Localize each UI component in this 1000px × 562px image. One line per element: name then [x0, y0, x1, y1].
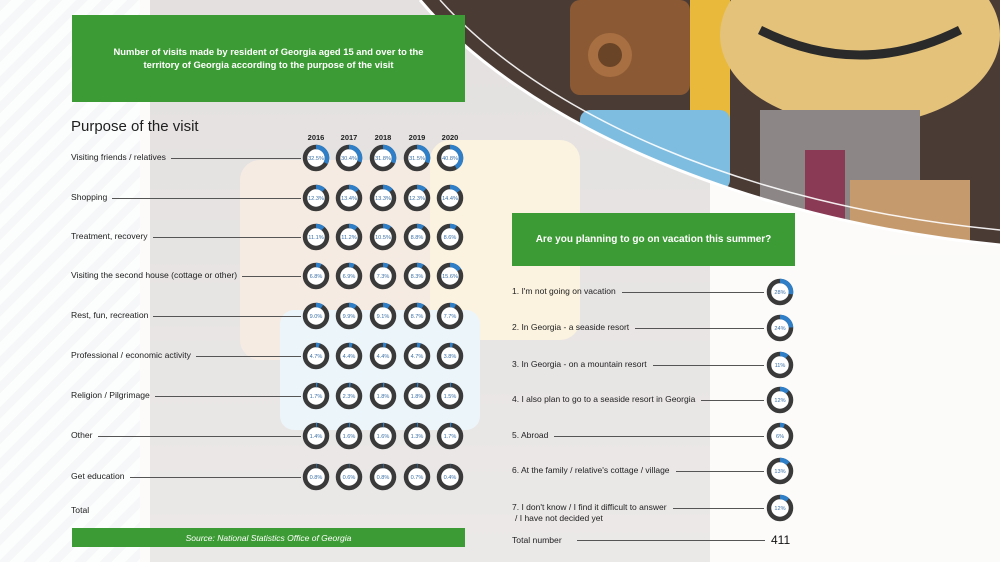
- purpose-donut: [338, 385, 360, 407]
- purpose-donut: [439, 226, 461, 248]
- answer-label-line: 5. Abroad: [512, 430, 549, 440]
- purpose-donut-label: 1.8%: [410, 394, 424, 400]
- purpose-donut-label: 10.5%: [375, 235, 391, 241]
- purpose-donut-label: 14.4%: [442, 196, 458, 202]
- answer-donut: [769, 460, 791, 482]
- purpose-donut-label: 31.5%: [409, 156, 425, 162]
- purpose-label: Other: [71, 430, 93, 440]
- purpose-donut: [406, 425, 428, 447]
- question-box: Are you planning to go on vacation this summer?: [512, 213, 795, 266]
- answer-donut-label: 11%: [774, 363, 786, 369]
- purpose-donut: [338, 226, 360, 248]
- purpose-donut-label: 11.1%: [308, 235, 324, 241]
- year-header: 2020: [441, 133, 459, 142]
- purpose-donut-label: 4.7%: [309, 354, 323, 360]
- purpose-donut: [372, 305, 394, 327]
- purpose-donut: [406, 265, 428, 287]
- answer-donut: [769, 425, 791, 447]
- purpose-label: Visiting the second house (cottage or other): [71, 270, 238, 280]
- purpose-label: Professional / economic activity: [71, 350, 191, 360]
- purpose-donut-label: 1.6%: [342, 434, 356, 440]
- purpose-donut-label: 30.4%: [341, 156, 357, 162]
- purpose-donut-label: 1.4%: [309, 434, 323, 440]
- right-total-label: Total number: [512, 535, 562, 545]
- purpose-label: Rest, fun, recreation: [71, 310, 149, 320]
- purpose-donut-label: 0.6%: [342, 475, 356, 481]
- purpose-donut-label: 6.8%: [309, 274, 323, 280]
- answer-donut-label: 12%: [774, 398, 786, 404]
- purpose-donut-label: 31.8%: [375, 156, 391, 162]
- answer-donut: [769, 389, 791, 411]
- purpose-donut-label: 0.4%: [443, 475, 457, 481]
- purpose-donut: [305, 466, 327, 488]
- answer-donut-label: 12%: [774, 506, 786, 512]
- answer-donut-label: 24%: [774, 326, 786, 332]
- purpose-donut: [406, 345, 428, 367]
- purpose-donut-label: 3.8%: [443, 354, 457, 360]
- purpose-donut-label: 40.8%: [442, 156, 458, 162]
- purpose-donut: [439, 425, 461, 447]
- purpose-donut-label: 32.5%: [308, 156, 324, 162]
- purpose-donut: [372, 226, 394, 248]
- purpose-donut: [305, 187, 327, 209]
- purpose-donut-label: 7.7%: [443, 314, 457, 320]
- purpose-donut: [338, 187, 360, 209]
- purpose-donut-label: 4.4%: [376, 354, 390, 360]
- year-header: 2019: [408, 133, 426, 142]
- purpose-label: Religion / Pilgrimage: [71, 390, 150, 400]
- purpose-donut-label: 1.3%: [410, 434, 424, 440]
- purpose-donut: [305, 226, 327, 248]
- year-header: 2018: [374, 133, 392, 142]
- purpose-donut-label: 9.1%: [376, 314, 390, 320]
- answer-label-line: 4. I also plan to go to a seaside resort in Georgia: [512, 394, 696, 404]
- purpose-donut: [439, 466, 461, 488]
- section-title: Purpose of the visit: [71, 118, 199, 135]
- purpose-donut-label: 12.3%: [308, 196, 324, 202]
- purpose-donut-label: 6.9%: [342, 274, 356, 280]
- purpose-donut-label: 2.3%: [342, 394, 356, 400]
- purpose-donut: [406, 466, 428, 488]
- purpose-label: Get education: [71, 471, 125, 481]
- purpose-donut: [305, 305, 327, 327]
- purpose-donut-label: 9.9%: [342, 314, 356, 320]
- purpose-donut-label: 13.3%: [375, 196, 391, 202]
- answer-label-line: 6. At the family / relative's cottage / village: [512, 465, 670, 475]
- purpose-donut-label: 13.4%: [341, 196, 357, 202]
- purpose-donut-label: 0.8%: [309, 475, 323, 481]
- purpose-donut: [372, 187, 394, 209]
- purpose-donut-label: 8.3%: [410, 274, 424, 280]
- purpose-donut-label: 15.6%: [442, 274, 458, 280]
- purpose-label: Shopping: [71, 192, 108, 202]
- purpose-donut-label: 0.8%: [376, 475, 390, 481]
- purpose-donut: [305, 147, 327, 169]
- purpose-donut: [406, 187, 428, 209]
- purpose-donut: [439, 187, 461, 209]
- left-total-label: Total: [71, 505, 90, 515]
- purpose-donut: [338, 425, 360, 447]
- purpose-donut: [372, 385, 394, 407]
- purpose-donut-label: 8.6%: [443, 235, 457, 241]
- source-box: Source: National Statistics Office of Georgia: [72, 528, 465, 547]
- purpose-donut: [338, 265, 360, 287]
- purpose-donut: [338, 345, 360, 367]
- answer-donut: [769, 281, 791, 303]
- purpose-donut-label: 7.3%: [376, 274, 390, 280]
- purpose-donut: [406, 305, 428, 327]
- year-header: 2016: [307, 133, 325, 142]
- chart-title-box: Number of visits made by resident of Georgia aged 15 and over to the territory of Georgia according to the purpose of the visit: [72, 15, 465, 102]
- purpose-donut-label: 1.8%: [376, 394, 390, 400]
- answer-donut-label: 13%: [774, 469, 786, 475]
- purpose-donut: [305, 265, 327, 287]
- year-header: 2017: [340, 133, 358, 142]
- purpose-donut-label: 1.6%: [376, 434, 390, 440]
- purpose-donut-label: 4.7%: [410, 354, 424, 360]
- answer-donut-label: 6%: [775, 434, 785, 440]
- answer-donut: [769, 354, 791, 376]
- purpose-donut: [305, 425, 327, 447]
- purpose-donut: [439, 305, 461, 327]
- purpose-donut-label: 0.7%: [410, 475, 424, 481]
- answer-donut-label: 28%: [774, 290, 786, 296]
- right-total-value: 411: [771, 533, 791, 547]
- purpose-label: Treatment, recovery: [71, 231, 148, 241]
- answer-label-line: 3. In Georgia - on a mountain resort: [512, 359, 647, 369]
- purpose-donut: [372, 345, 394, 367]
- purpose-donut-label: 11.2%: [341, 235, 357, 241]
- purpose-donut-label: 1.7%: [309, 394, 323, 400]
- answer-label-line: / I have not decided yet: [515, 512, 603, 523]
- purpose-donut: [305, 345, 327, 367]
- answer-donut: [769, 497, 791, 519]
- purpose-donut-label: 1.5%: [443, 394, 457, 400]
- purpose-donut: [406, 147, 428, 169]
- purpose-donut: [338, 147, 360, 169]
- purpose-donut: [439, 385, 461, 407]
- purpose-donut: [338, 466, 360, 488]
- purpose-donut-label: 12.3%: [409, 196, 425, 202]
- purpose-donut-label: 8.8%: [410, 235, 424, 241]
- answer-label-line: 1. I'm not going on vacation: [512, 286, 616, 296]
- purpose-donut-label: 1.7%: [443, 434, 457, 440]
- purpose-donut-label: 4.4%: [342, 354, 356, 360]
- purpose-donut: [305, 385, 327, 407]
- purpose-donut: [372, 147, 394, 169]
- purpose-donut: [372, 265, 394, 287]
- purpose-donut-label: 9.0%: [309, 314, 323, 320]
- purpose-donut: [338, 305, 360, 327]
- purpose-donut: [439, 265, 461, 287]
- purpose-label: Visiting friends / relatives: [71, 152, 166, 162]
- answer-label-line: 7. I don't know / I find it difficult to answer: [512, 502, 667, 512]
- purpose-donut: [406, 385, 428, 407]
- purpose-donut-label: 8.7%: [410, 314, 424, 320]
- purpose-donut: [439, 345, 461, 367]
- purpose-donut: [372, 466, 394, 488]
- purpose-donut: [439, 147, 461, 169]
- purpose-donut: [372, 425, 394, 447]
- purpose-donut: [406, 226, 428, 248]
- answer-donut: [769, 317, 791, 339]
- answer-label-line: 2. In Georgia - a seaside resort: [512, 322, 630, 332]
